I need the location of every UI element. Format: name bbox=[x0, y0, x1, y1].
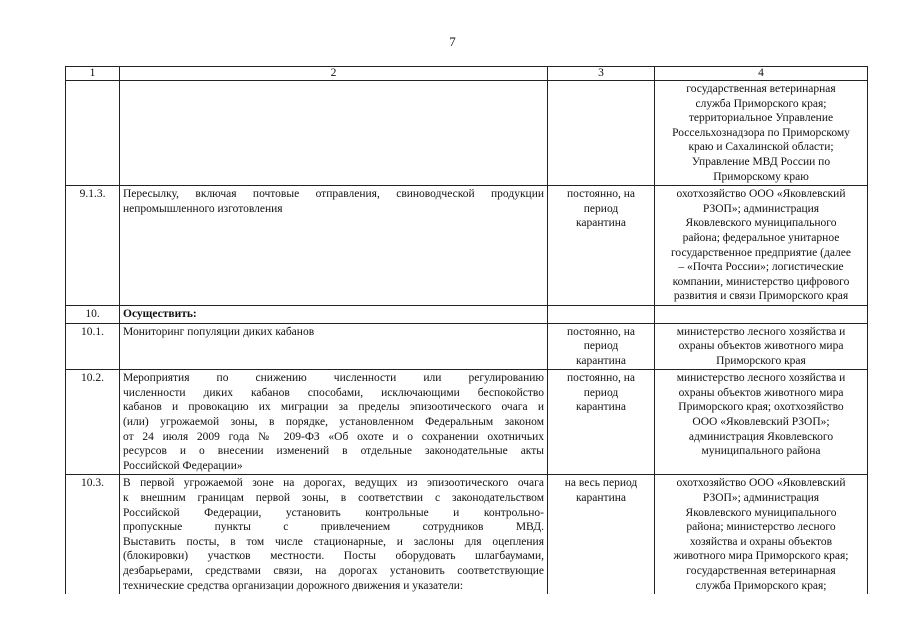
measure-term bbox=[548, 475, 655, 594]
description-line: к внешним границам первой зоны, в соответствии с законодательством bbox=[123, 492, 544, 505]
description-line: Пересылку, включая почтовые отправления, свиноводческой продукции bbox=[123, 188, 544, 201]
measure-executors bbox=[655, 81, 868, 186]
measure-executors bbox=[655, 323, 868, 370]
description-line: пропускные пункты с привлечением сотрудников МВД. bbox=[123, 521, 544, 534]
executor-line: администрация Яковлевского bbox=[688, 430, 834, 443]
measure-term bbox=[548, 370, 655, 475]
executor-line: компании, министерство цифрового bbox=[672, 275, 850, 288]
executor-line: Приморского края bbox=[716, 354, 806, 367]
executor-line: муниципального района bbox=[701, 445, 821, 458]
term-line: период bbox=[583, 386, 619, 399]
description-line: непромышленного изготовления bbox=[123, 202, 283, 215]
term-line: период bbox=[583, 340, 619, 353]
description-line: численности диких кабанов способами, исключающими беспокойство bbox=[123, 386, 544, 399]
table-row bbox=[66, 81, 868, 186]
header-col-2: 2 bbox=[120, 67, 548, 81]
measure-description bbox=[120, 305, 548, 323]
table-row bbox=[66, 475, 868, 594]
executor-line: территориальное Управление bbox=[688, 112, 834, 125]
executor-line: охотхозяйство ООО «Яковлевский bbox=[676, 477, 846, 490]
description-line: (или) угрожаемой зоны, в порядке, установленном Федеральным законом bbox=[123, 416, 544, 429]
row-number: 9.1.3. bbox=[66, 186, 120, 306]
executor-line: района; федеральное унитарное bbox=[682, 231, 840, 244]
term-line: период bbox=[583, 202, 619, 215]
term-line: на весь период bbox=[564, 477, 638, 490]
term-line: постоянно, на bbox=[566, 188, 636, 201]
row-number: 10. bbox=[66, 305, 120, 323]
measure-term bbox=[548, 323, 655, 370]
term-line: карантина bbox=[576, 354, 626, 367]
description-line: дезбарьерами, средствами связи, на дорогах установить соответствующие bbox=[123, 565, 544, 577]
header-col-1: 1 bbox=[66, 67, 120, 81]
executor-line: государственная ветеринарная bbox=[686, 565, 836, 577]
description-line: от 24 июля 2009 года № 209-ФЗ «Об охоте и о сохранении охотничьих bbox=[123, 430, 544, 443]
description-line: Выставить посты, в том числе стационарные, и заслоны для оцепления bbox=[123, 535, 544, 548]
table-header-row bbox=[66, 67, 868, 81]
page-number: 7 bbox=[449, 34, 456, 49]
measure-description bbox=[120, 323, 548, 370]
executor-line: государственная ветеринарная bbox=[686, 83, 836, 95]
description-line: В первой угрожаемой зоне на дорогах, ведущих из эпизоотического очага bbox=[123, 477, 544, 490]
executor-line: Яковлевского муниципального bbox=[685, 217, 837, 230]
measure-term bbox=[548, 186, 655, 306]
executor-line: служба Приморского края; bbox=[695, 97, 827, 110]
measure-executors bbox=[655, 186, 868, 306]
executor-line: Яковлевского муниципального bbox=[685, 506, 837, 519]
table-row bbox=[66, 323, 868, 370]
term-line: постоянно, на bbox=[566, 325, 636, 338]
executor-line: Россельхознадзора по Приморскому bbox=[672, 126, 850, 139]
executor-line: РЗОП»; администрация bbox=[702, 202, 820, 215]
measures-table bbox=[65, 66, 868, 594]
executor-line: развития и связи Приморского края bbox=[673, 290, 849, 303]
description-line: Российской Федерации, установить контрольные и контрольно- bbox=[123, 506, 544, 519]
executor-line: Приморского края; охотхозяйство bbox=[678, 401, 844, 414]
term-line: карантина bbox=[576, 401, 626, 414]
term-line: карантина bbox=[576, 217, 626, 230]
measure-executors bbox=[655, 370, 868, 475]
section-heading: Осуществить: bbox=[123, 307, 197, 320]
executor-line: министерство лесного хозяйства и bbox=[676, 372, 846, 385]
table-row bbox=[66, 305, 868, 323]
executor-line: хозяйства и охраны объектов bbox=[689, 535, 833, 548]
measure-term bbox=[548, 81, 655, 186]
row-number: 10.1. bbox=[66, 323, 120, 370]
executor-line: Управление МВД России по bbox=[691, 155, 831, 168]
measure-executors bbox=[655, 475, 868, 594]
executor-line: охраны объектов животного мира bbox=[678, 386, 844, 399]
measure-description bbox=[120, 81, 548, 186]
measure-description bbox=[120, 186, 548, 306]
header-col-3: 3 bbox=[548, 67, 655, 81]
executor-line: ООО «Яковлевский РЗОП»; bbox=[692, 416, 830, 429]
measure-executors bbox=[655, 305, 868, 323]
term-line: карантина bbox=[576, 492, 626, 505]
row-number bbox=[66, 81, 120, 186]
measure-term bbox=[548, 305, 655, 323]
description-line bbox=[123, 307, 544, 322]
executor-line: охотхозяйство ООО «Яковлевский bbox=[676, 188, 846, 201]
measure-description bbox=[120, 370, 548, 475]
executor-line: района; министерство лесного bbox=[686, 521, 836, 534]
description-line: Мониторинг популяции диких кабанов bbox=[123, 325, 315, 338]
executor-line: Приморскому краю bbox=[713, 170, 809, 183]
table-row bbox=[66, 370, 868, 475]
description-line: Мероприятия по снижению численности или регулированию bbox=[123, 372, 544, 385]
description-line: технические средства организации дорожного движения и указатели: bbox=[123, 579, 464, 592]
header-col-4: 4 bbox=[655, 67, 868, 81]
description-line: кабанов и провокацию их миграции за пределы эпизоотического очага и bbox=[123, 401, 544, 414]
executor-line: краю и Сахалинской области; bbox=[688, 141, 834, 154]
term-line: постоянно, на bbox=[566, 372, 636, 385]
executor-line: охраны объектов животного мира bbox=[678, 340, 844, 353]
executor-line: – «Почта России»; логистические bbox=[678, 261, 844, 274]
measure-description bbox=[120, 475, 548, 594]
executor-line: государственное предприятие (далее bbox=[671, 246, 851, 259]
executor-line: министерство лесного хозяйства и bbox=[676, 325, 846, 338]
description-line: (блокировки) участков местности. Посты оборудовать шлагбаумами, bbox=[123, 550, 544, 563]
row-number: 10.2. bbox=[66, 370, 120, 475]
description-line: Российской Федерации» bbox=[123, 459, 243, 472]
executor-line: животного мира Приморского края; bbox=[673, 550, 849, 563]
table-row bbox=[66, 186, 868, 306]
executor-line: служба Приморского края; bbox=[695, 579, 827, 592]
row-number: 10.3. bbox=[66, 475, 120, 594]
executor-line: РЗОП»; администрация bbox=[702, 492, 820, 505]
description-line: ресурсов и о внесении изменений в отдельные законодательные акты bbox=[123, 445, 544, 458]
